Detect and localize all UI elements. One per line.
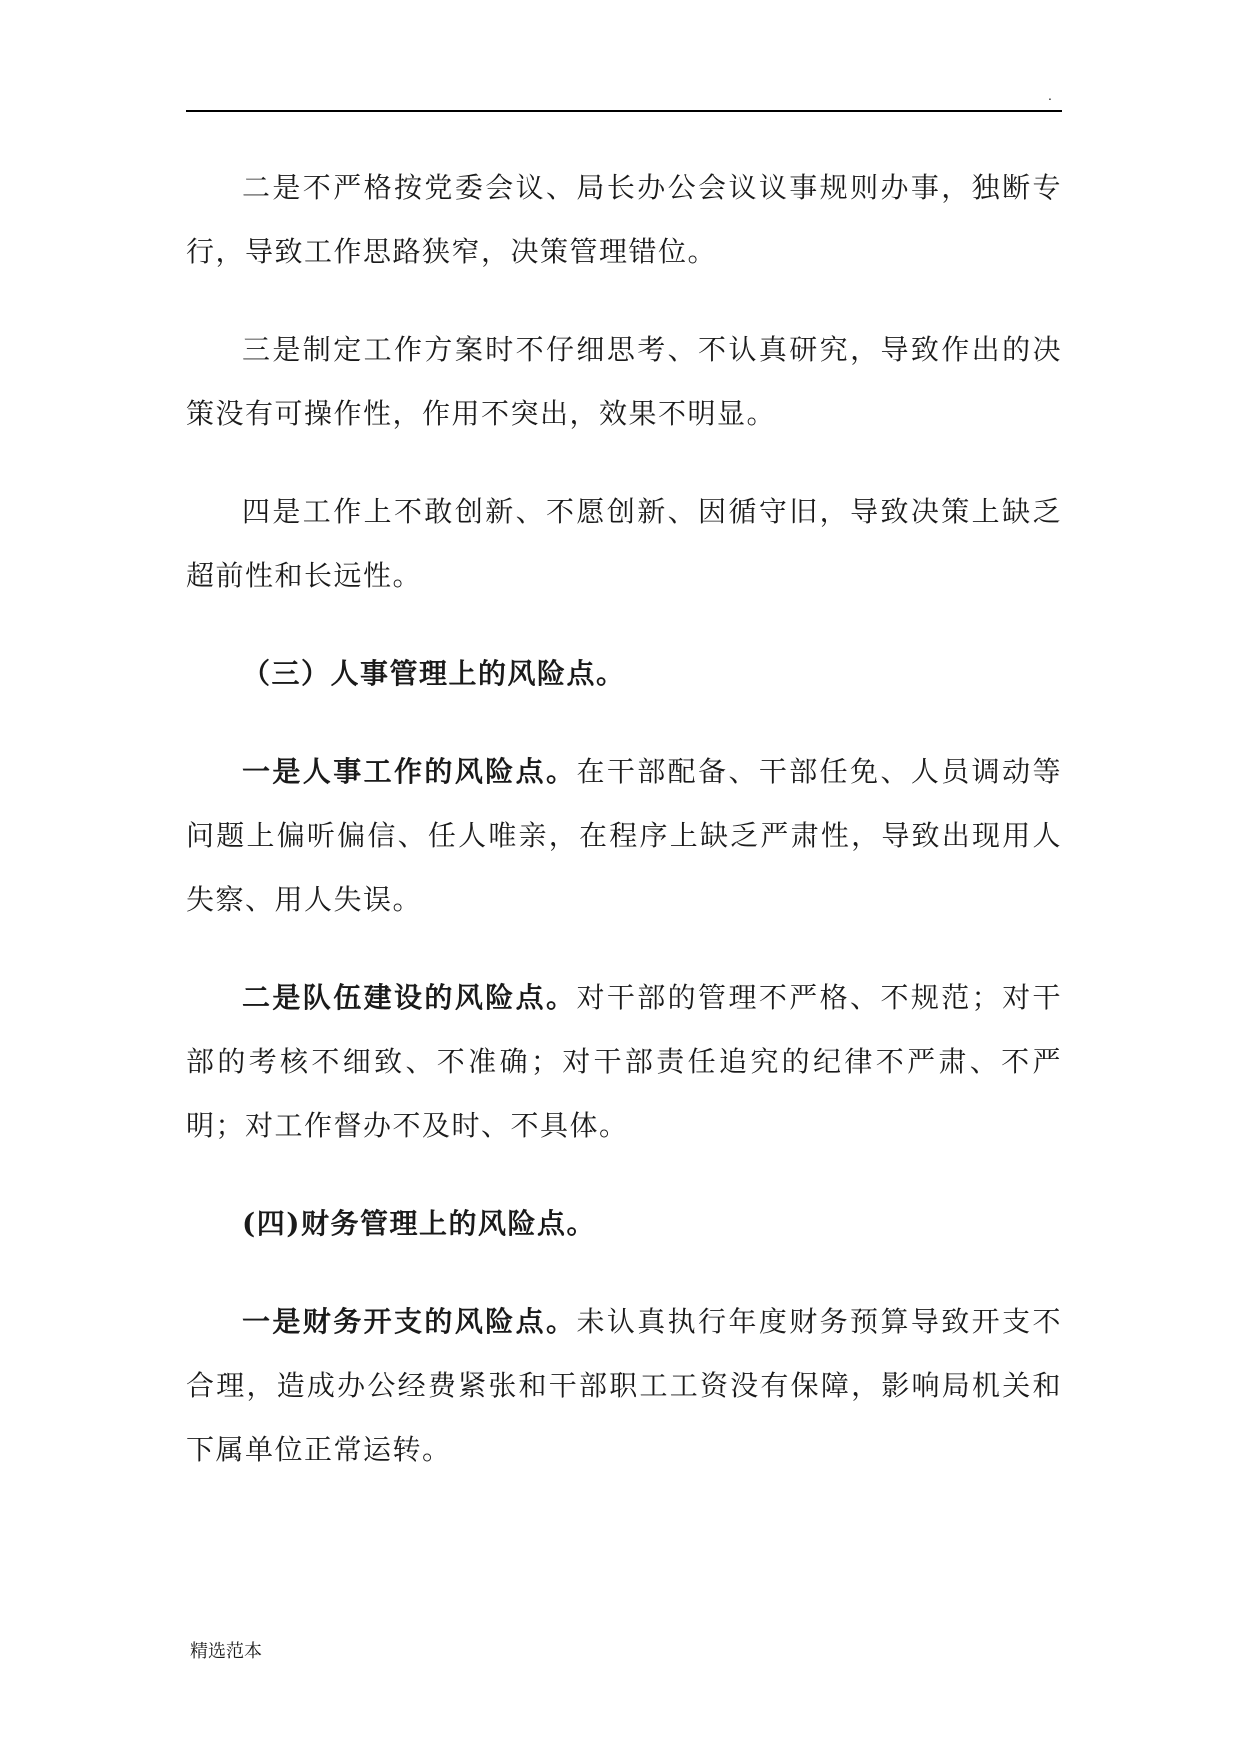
footer-label: 精选范本	[190, 1641, 262, 1662]
paragraph-text: 对干部的管理不严格、不规范；对干部的考核不细致、不准确；对干部责任追究的纪律不严肃、不严明；对工作督办不及时、不具体。	[186, 981, 1062, 1142]
paragraph	[186, 740, 1062, 932]
section-heading: (四)财务管理上的风险点。	[242, 1207, 596, 1240]
paragraph-text: 三是制定工作方案时不仔细思考、不认真研究，导致作出的决策没有可操作性，作用不突出，效果不明显。	[186, 333, 1062, 430]
paragraph-text: 未认真执行年度财务预算导致开支不合理，造成办公经费紧张和干部职工工资没有保障，影响局机关和下属单位正常运转。	[186, 1305, 1062, 1466]
section-heading: （三）人事管理上的风险点。	[242, 657, 626, 690]
paragraph-text: 四是工作上不敢创新、不愿创新、因循守旧，导致决策上缺乏超前性和长远性。	[186, 495, 1062, 592]
paragraph	[186, 480, 1062, 608]
paragraph	[186, 318, 1062, 446]
paragraph-lead: 二是队伍建设的风险点。	[242, 981, 577, 1014]
paragraph-lead: 一是财务开支的风险点。	[242, 1305, 577, 1338]
document-body	[186, 156, 1062, 1516]
header-mark: .	[1048, 87, 1052, 103]
paragraph	[186, 156, 1062, 284]
header-rule	[186, 110, 1062, 112]
paragraph	[186, 1290, 1062, 1482]
paragraph	[186, 966, 1062, 1158]
paragraph-text: 二是不严格按党委会议、局长办公会议议事规则办事，独断专行，导致工作思路狭窄，决策管理错位。	[186, 171, 1062, 268]
paragraph-text: 在干部配备、干部任免、人员调动等问题上偏听偏信、任人唯亲，在程序上缺乏严肃性，导致出现用人失察、用人失误。	[186, 755, 1062, 916]
paragraph-lead: 一是人事工作的风险点。	[242, 755, 577, 788]
